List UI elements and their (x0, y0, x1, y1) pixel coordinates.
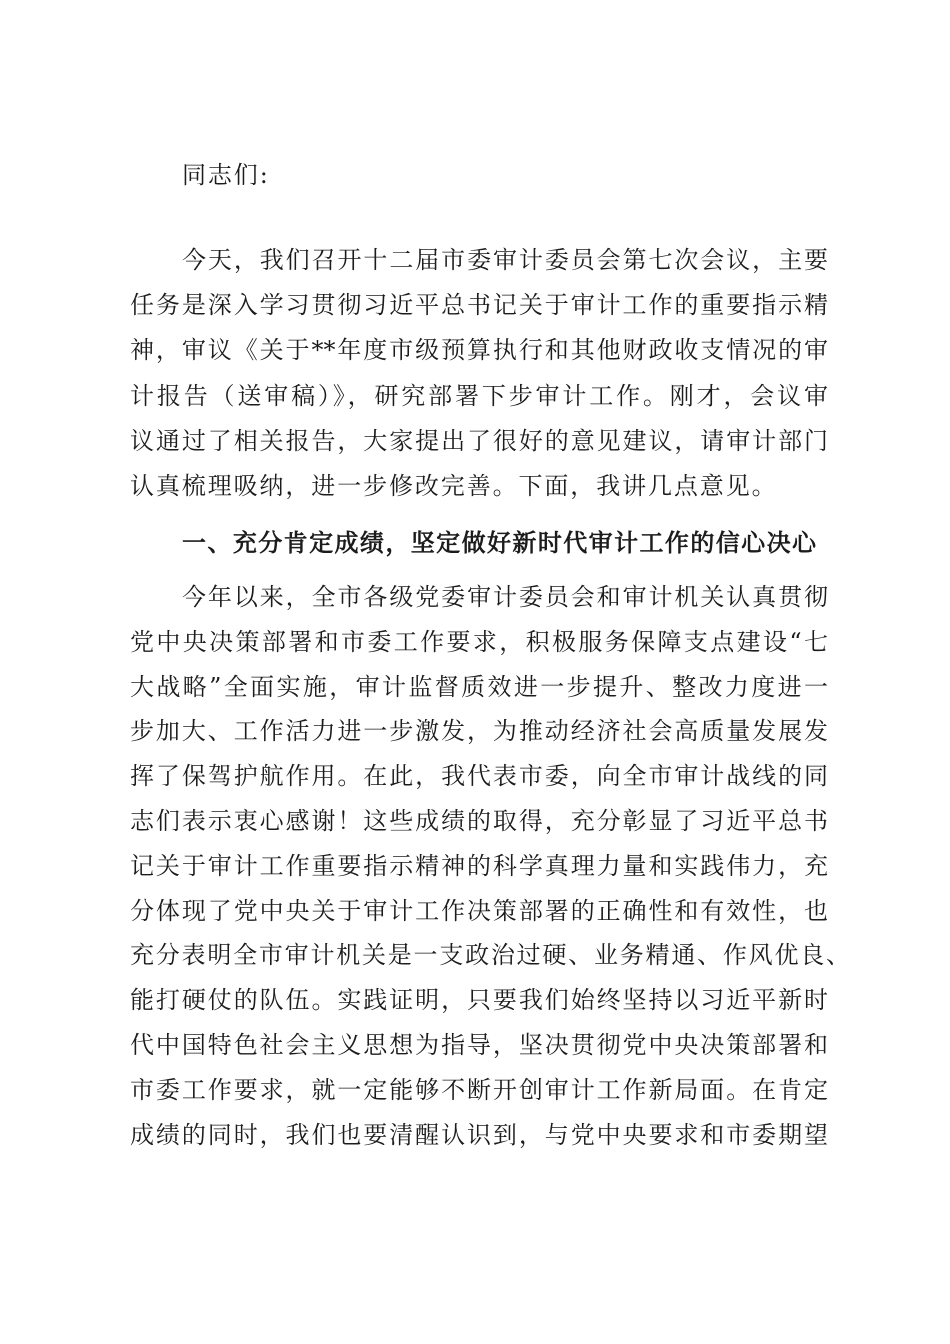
salutation-text: 同志们: (182, 161, 270, 189)
section-heading-text: 一、充分肯定成绩，坚定做好新时代审计工作的信心决心 (182, 528, 816, 557)
paragraph-line: 任务是深入学习贯彻习近平总书记关于审计工作的重要指示精 (130, 291, 828, 320)
paragraph-line: 记关于审计工作重要指示精神的科学真理力量和实践伟力，充 (130, 851, 828, 880)
paragraph-line: 议通过了相关报告，大家提出了很好的意见建议，请审计部门 (130, 426, 828, 455)
paragraph-line: 志们表示衷心感谢！这些成绩的取得，充分彰显了习近平总书 (130, 806, 828, 835)
paragraph-line: 认真梳理吸纳，进一步修改完善。下面，我讲几点意见。 (130, 471, 778, 500)
paragraph-line: 挥了保驾护航作用。在此，我代表市委，向全市审计战线的同 (130, 762, 828, 791)
section-heading (130, 520, 828, 565)
salutation (130, 153, 828, 198)
paragraph-line: 代中国特色社会主义思想为指导，坚决贯彻党中央决策部署和 (130, 1030, 828, 1059)
paragraph-line: 计报告（送审稿）》，研究部署下步审计工作。刚才，会议审 (130, 381, 828, 410)
paragraph-line: 能打硬仗的队伍。实践证明，只要我们始终坚持以习近平新时 (130, 986, 828, 1015)
paragraph-line: 神，审议《关于**年度市级预算执行和其他财政收支情况的审 (130, 336, 828, 365)
paragraph-line: 大战略”全面实施，审计监督质效进一步提升、整改力度进一 (130, 672, 828, 701)
paragraph-line: 党中央决策部署和市委工作要求，积极服务保障支点建设“七 (130, 627, 828, 656)
paragraph-line: 成绩的同时，我们也要清醒认识到，与党中央要求和市委期望 (130, 1120, 828, 1149)
intro-paragraph (130, 238, 828, 509)
paragraph-line: 分体现了党中央关于审计工作决策部署的正确性和有效性，也 (130, 896, 828, 925)
paragraph-line: 充分表明全市审计机关是一支政治过硬、业务精通、作风优良、 (130, 941, 850, 970)
paragraph-line: 市委工作要求，就一定能够不断开创审计工作新局面。在肯定 (130, 1075, 828, 1104)
paragraph-line: 今年以来，全市各级党委审计委员会和审计机关认真贯彻 (182, 583, 828, 611)
paragraph-line: 步加大、工作活力进一步激发，为推动经济社会高质量发展发 (130, 717, 828, 746)
section-paragraph (130, 575, 850, 1157)
paragraph-line: 今天，我们召开十二届市委审计委员会第七次会议，主要 (182, 246, 828, 274)
